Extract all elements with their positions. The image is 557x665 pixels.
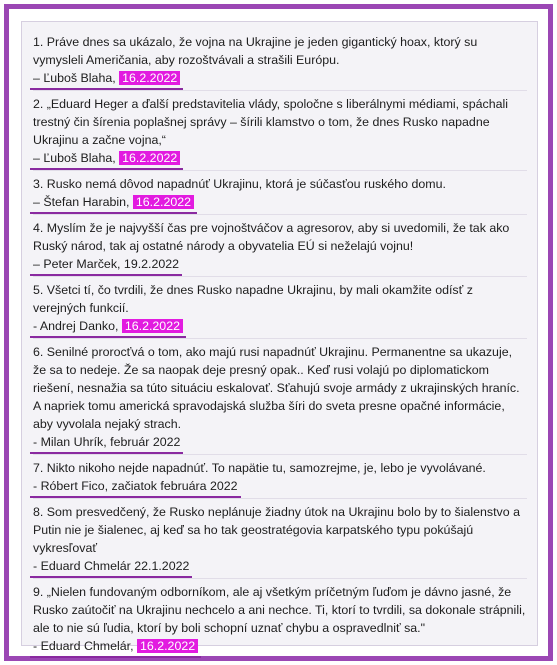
quote-attribution — [33, 477, 238, 495]
quote-author: - Róbert Fico, — [33, 479, 109, 493]
quote-date-highlighted: 16.2.2022 — [122, 319, 183, 333]
quote-author: – Štefan Harabin, — [33, 195, 130, 209]
quote-text: 5. Všetci tí, čo tvrdili, že dnes Rusko napadne Ukrajinu, by mali okamžite odísť z verejných funkcií. — [33, 283, 477, 315]
quote-item — [33, 281, 527, 339]
quote-item — [33, 459, 527, 499]
quote-date-highlighted: 16.2.2022 — [137, 639, 198, 653]
quotes-panel — [21, 21, 538, 653]
quote-author: - Eduard Chmelár, — [33, 639, 134, 653]
quote-item — [33, 503, 527, 579]
quote-text: 8. Som presvedčený, že Rusko neplánuje žiadny útok na Ukrajinu bolo by to šialenstvo a Putin nie je šialenec, aj keď sa ho tak geostratégovia karpatského typu pokúšajú vykresľovať — [33, 505, 524, 555]
quote-date: 22.1.2022 — [134, 559, 190, 573]
quote-date-highlighted: 16.2.2022 — [119, 71, 180, 85]
quote-text: 2. „Eduard Heger a ďalší predstavitelia vlády, spoločne s liberálnymi médiami, spáchali trestný čin šírenia poplašnej správy – šírili klamstvo o tom, že dnes Rusko napadne Ukrajinu a začne vojna,“ — [33, 97, 512, 147]
quote-text: 1. Práve dnes sa ukázalo, že vojna na Ukrajine je jeden gigantický hoax, ktorý su vymysleli Američania, aby rozoštvávali a strašili Európu. — [33, 35, 481, 67]
quote-item — [33, 219, 527, 277]
quote-attribution — [33, 317, 183, 335]
purple-frame — [4, 4, 553, 661]
quote-attribution — [33, 557, 189, 575]
quote-attribution — [33, 255, 179, 273]
quote-item — [33, 33, 527, 91]
quote-text: 3. Rusko nemá dôvod napadnúť Ukrajinu, ktorá je súčasťou ruského domu. — [33, 177, 446, 191]
quote-author: - Andrej Danko, — [33, 319, 119, 333]
quote-date: 19.2.2022 — [123, 257, 180, 271]
quote-date: február 2022 — [110, 435, 181, 449]
quote-text: 6. Senilné prorocťvá o tom, ako majú rusi napadnúť Ukrajinu. Permanentne sa ukazuje, že sa to nedeje. Že sa naopak deje presný opak.. Keď rusi volajú po diplomatickom riešení, nesnažia sa túto situáciu eskalovať. Sťahujú svoje armády z ukrajinských hraníc. A napriek tomu americká spravodajská služba šíri do sveta presne opačné informácie, aby vyvolala nejaký strach. — [33, 345, 523, 431]
quote-author: - Eduard Chmelár — [33, 559, 131, 573]
quote-item — [33, 343, 527, 455]
quote-text: 7. Nikto nikoho nejde napadnúť. To napätie tu, samozrejme, je, lebo je vyvolávané. — [33, 461, 486, 475]
quote-author: – Ľuboš Blaha, — [33, 151, 116, 165]
quote-attribution — [33, 637, 198, 655]
quote-item — [33, 583, 527, 658]
quote-attribution — [33, 433, 180, 451]
quote-date-highlighted: 16.2.2022 — [133, 195, 194, 209]
quote-author: – Ľuboš Blaha, — [33, 71, 116, 85]
quote-item — [33, 95, 527, 171]
quote-date-highlighted: 16.2.2022 — [119, 151, 180, 165]
quote-item — [33, 175, 527, 215]
quote-date: začiatok februára 2022 — [111, 479, 238, 493]
quote-author: – Peter Marček, — [33, 257, 121, 271]
quote-text: 4. Myslím že je najvyšší čas pre vojnoštváčov a agresorov, aby si uvedomili, že tak ako Ruský národ, tak aj ostatné národy a obyvatelia EÚ si neželajú vojnu! — [33, 221, 513, 253]
quote-attribution — [33, 193, 194, 211]
quote-text: 9. „Nielen fundovaným odborníkom, ale aj všetkým príčetným ľuďom je dávno jasné, že Rusko zaútočiť na Ukrajinu nechcelo a ani nechce. Ti, ktorí to tvrdili, sa dokonale strápnili, ale to nie sú ľudia, ktorí by boli schopní uznať chybu a ospravedlniť sa." — [33, 585, 529, 635]
quote-attribution — [33, 149, 180, 167]
quote-attribution — [33, 69, 180, 87]
quote-author: - Milan Uhrík, — [33, 435, 107, 449]
